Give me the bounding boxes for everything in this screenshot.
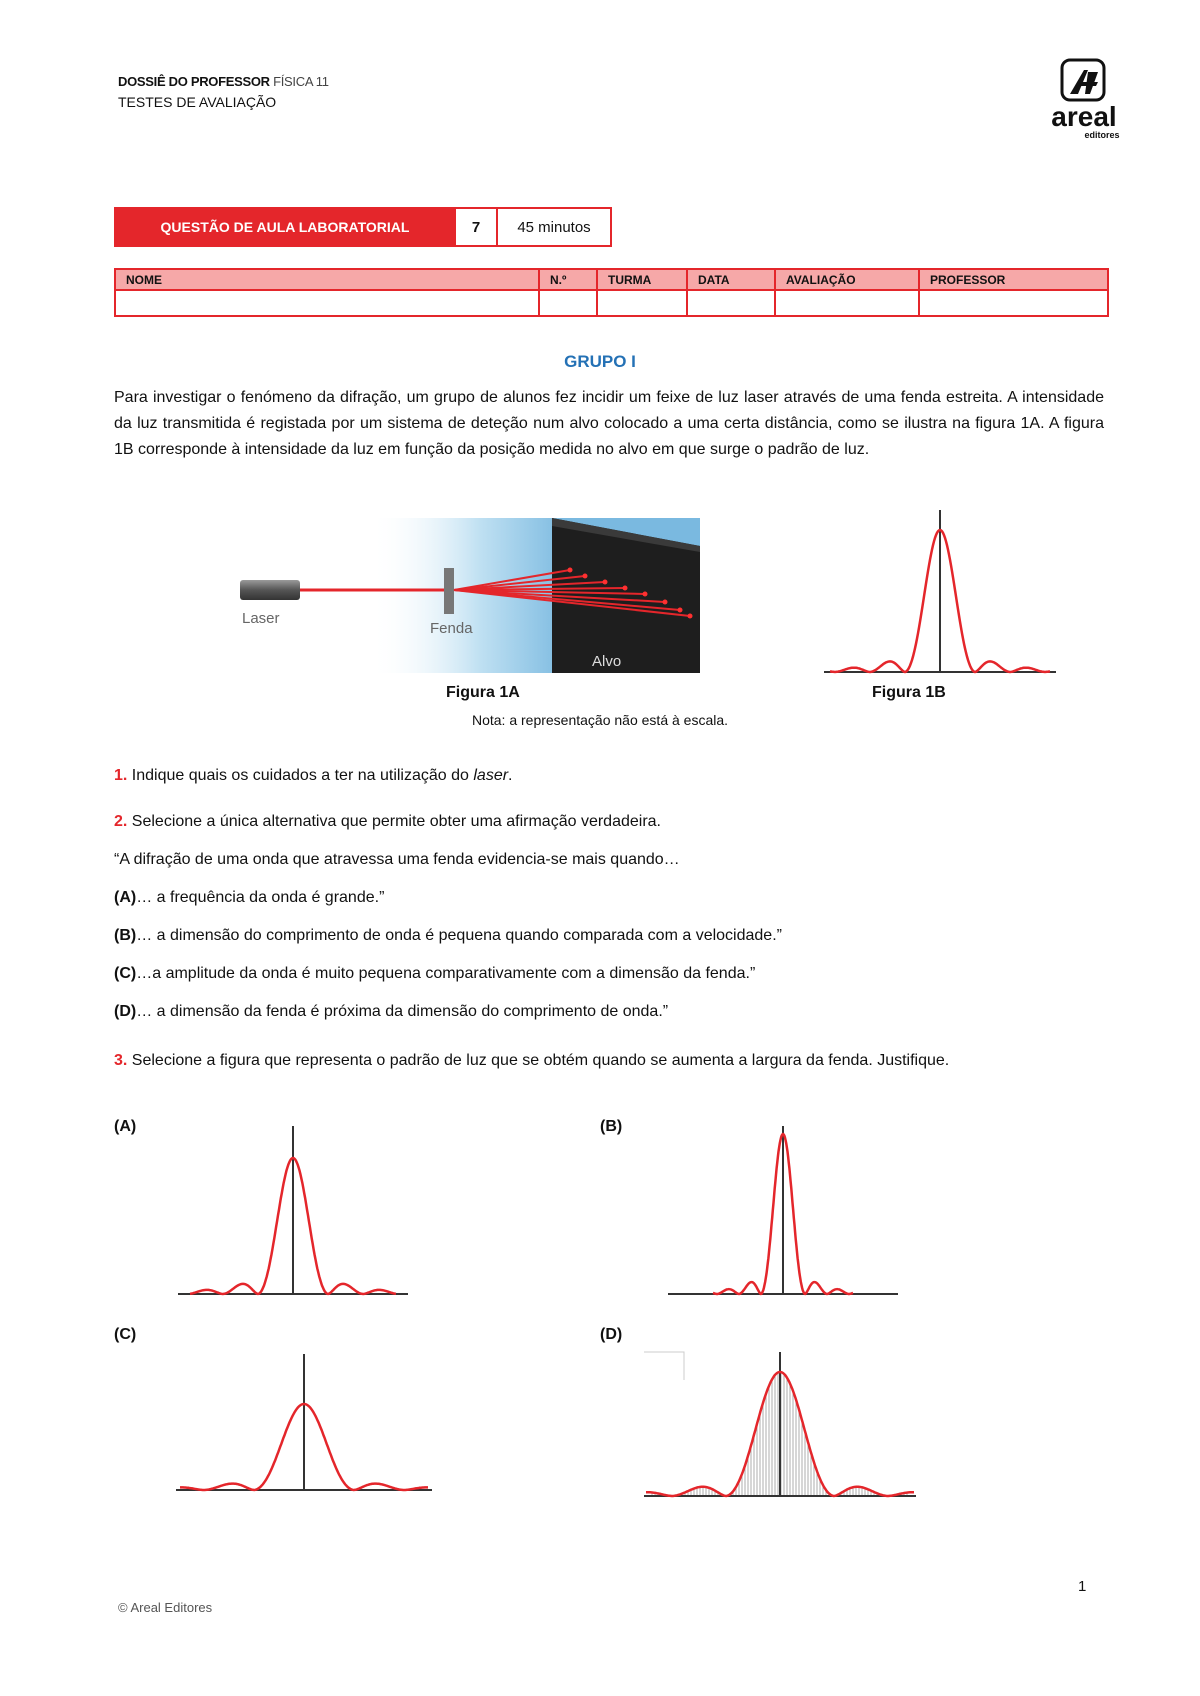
field-avaliacao[interactable]	[775, 290, 919, 316]
question-duration: 45 minutos	[517, 218, 591, 236]
figure-1b	[820, 506, 1060, 676]
question-2	[114, 809, 1104, 835]
col-avaliacao: AVALIAÇÃO	[775, 269, 919, 290]
option-b-letter: (B)	[114, 927, 137, 944]
dossier-subject: FÍSICA 11	[273, 74, 329, 89]
document-subtitle: TESTES DE AVALIAÇÃO	[118, 94, 277, 110]
figure-note: Nota: a representação não está à escala.	[471, 712, 729, 728]
logo-subtext: editores	[1084, 130, 1120, 140]
question-number: 7	[454, 209, 498, 245]
option-d-letter: (D)	[114, 1003, 137, 1020]
field-nome[interactable]	[115, 290, 539, 316]
group-title: GRUPO I	[564, 352, 636, 371]
figure-1a	[240, 518, 700, 673]
q3-option-d-label[interactable]: (D)	[600, 1326, 623, 1343]
question-2-option-a[interactable]	[114, 885, 1104, 911]
field-professor[interactable]	[919, 290, 1108, 316]
question-2-stem: “A difração de uma onda que atravessa uma fenda evidencia-se mais quando…	[114, 851, 680, 868]
field-numero[interactable]	[539, 290, 597, 316]
q3-plot-a[interactable]	[176, 1122, 410, 1298]
footer-copyright: © Areal Editores	[118, 1600, 213, 1615]
q3-option-b-label[interactable]: (B)	[600, 1118, 623, 1135]
question-2-option-d[interactable]	[114, 999, 1104, 1025]
col-nome: NOME	[115, 269, 539, 290]
q3-plot-d-mark	[644, 1352, 684, 1380]
field-turma[interactable]	[597, 290, 687, 316]
option-d-text: … a dimensão da fenda é próxima da dimensão do comprimento de onda.”	[136, 1003, 669, 1020]
dossier-title	[118, 74, 329, 89]
question-type-label: QUESTÃO DE AULA LABORATORIAL	[116, 209, 454, 245]
question-3-number: 3.	[114, 1052, 128, 1069]
q3-plot-b[interactable]	[666, 1122, 900, 1298]
question-3-text: Selecione a figura que representa o padrão de luz que se obtém quando se aumenta a largura da fenda. Justifique.	[131, 1052, 950, 1069]
option-b-text: … a dimensão do comprimento de onda é pequena quando comparada com a velocidade.”	[136, 927, 782, 944]
q3-option-a-label[interactable]: (A)	[114, 1118, 137, 1135]
option-a-letter: (A)	[114, 889, 137, 906]
question-2-option-b[interactable]	[114, 923, 1104, 949]
intro-paragraph: Para investigar o fenómeno da difração, um grupo de alunos fez incidir um feixe de luz laser através de uma fenda estreita. A intensidade da luz transmitida é registada por um sistema de deteção num alvo colocado a uma certa distância, como se ilustra na figura 1A. A figura 1B corresponde à intensidade da luz em função da posição medida no alvo em que surge o padrão de luz.	[114, 389, 1104, 458]
logo-text: areal	[1051, 101, 1117, 132]
dossier-bold: DOSSIÊ DO PROFESSOR	[118, 74, 270, 89]
q3-option-c-label[interactable]: (C)	[114, 1326, 137, 1343]
col-data: DATA	[687, 269, 775, 290]
question-bar	[114, 207, 612, 247]
question-1-text: Indique quais os cuidados a ter na utilização do	[131, 767, 474, 784]
fenda-label: Fenda	[430, 620, 473, 637]
question-1	[114, 763, 1104, 789]
option-c-letter: (C)	[114, 965, 137, 982]
figure-1a-caption: Figura 1A	[446, 684, 520, 701]
slit	[444, 568, 454, 614]
option-c-text: …a amplitude da onda é muito pequena comparativamente com a dimensão da fenda.”	[136, 965, 756, 982]
identification-table	[114, 268, 1109, 317]
areal-logo	[1040, 58, 1130, 148]
question-1-number: 1.	[114, 767, 128, 784]
col-professor: PROFESSOR	[919, 269, 1108, 290]
question-1-end: .	[508, 767, 513, 784]
col-turma: TURMA	[597, 269, 687, 290]
laser-device	[240, 580, 300, 600]
question-1-italic: laser	[473, 767, 509, 784]
question-2-option-c[interactable]	[114, 961, 1104, 987]
figure-1b-caption: Figura 1B	[872, 684, 946, 701]
option-a-text: … a frequência da onda é grande.”	[136, 889, 385, 906]
field-data[interactable]	[687, 290, 775, 316]
col-numero: N.º	[539, 269, 597, 290]
question-3	[114, 1048, 1104, 1074]
laser-label: Laser	[242, 610, 280, 627]
question-2-number: 2.	[114, 813, 128, 830]
q3-plot-c[interactable]	[174, 1350, 434, 1494]
page-number: 1	[1078, 1578, 1087, 1595]
alvo-label: Alvo	[592, 653, 622, 670]
q3-plot-d[interactable]	[640, 1340, 920, 1500]
question-2-text: Selecione a única alternativa que permite obter uma afirmação verdadeira.	[131, 813, 661, 830]
